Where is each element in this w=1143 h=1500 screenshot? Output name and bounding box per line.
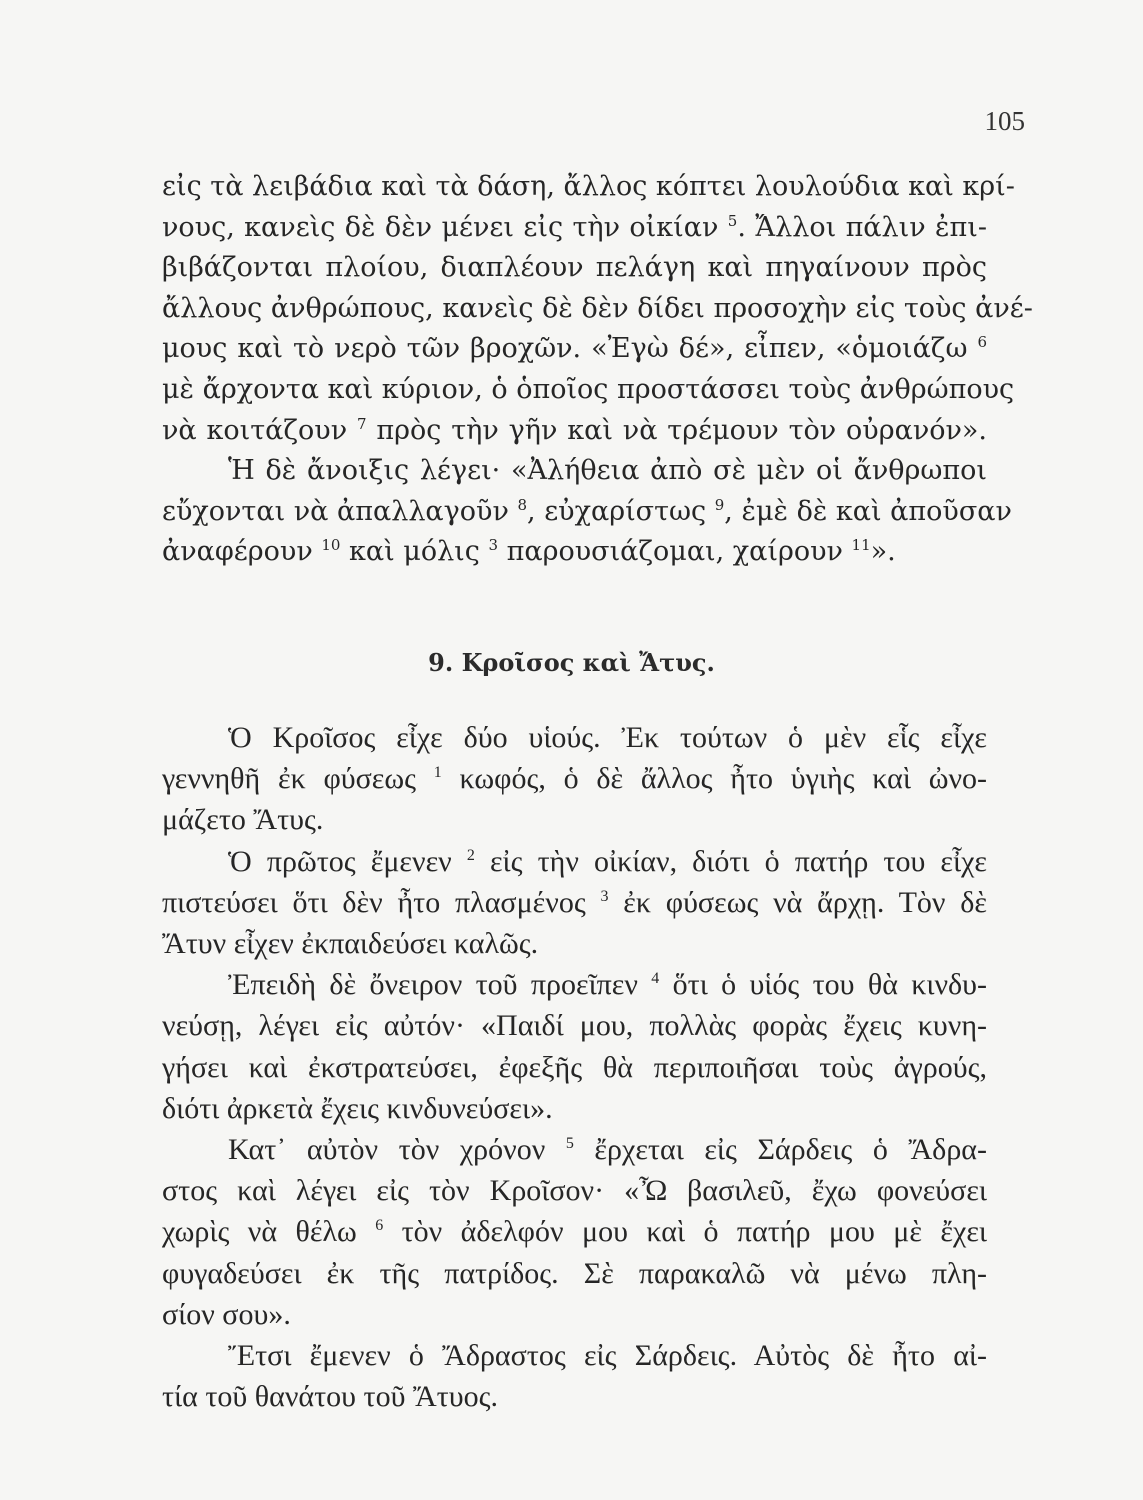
text-line: χωρὶς νὰ θέλω $^6$ τὸν ἀδελφόν μου καὶ ὁ πατήρ μου μὲ ἔχει [162, 1215, 987, 1249]
text-line: διότι ἀρκετὰ ἔχεις κινδυνεύσει». [162, 1091, 553, 1125]
footnote-marker: 3 [600, 887, 609, 905]
text-line: εἰς τὰ λειβάδια καὶ τὰ δάση, ἄλλος κόπτει λουλούδια καὶ κρί- [162, 171, 1015, 202]
text-line: ἀναφέρουν $^{10}$ καὶ μόλις $^3$ παρουσιάζομαι, χαίρουν $^{11}$». [162, 536, 896, 568]
text-line: Ἄτυν εἶχεν ἐκπαιδεύσει καλῶς. [162, 927, 539, 961]
footnote-marker: 9 [714, 495, 725, 514]
passage-one [162, 167, 1033, 573]
passage-two [162, 717, 987, 1417]
text-line: Ἡ δὲ ἄνοιξις λέγει· «Ἀλήθεια ἀπὸ σὲ μὲν οἱ ἄνθρωποι [228, 455, 987, 487]
footnote-marker: 5 [727, 211, 738, 230]
footnote-marker: 5 [565, 1135, 574, 1153]
footnote-marker: 10 [321, 536, 341, 555]
footnote-marker: 8 [517, 495, 528, 514]
text-line: Ὁ πρῶτος ἔμενεν $^2$ εἰς τὴν οἰκίαν, διότι ὁ πατήρ του εἶχε [228, 844, 987, 878]
section-heading: 9. Κροῖσος καὶ Ἄτυς. [428, 648, 715, 677]
text-line: Ὁ Κροῖσος εἶχε δύο υἱούς. Ἐκ τούτων ὁ μὲν εἷς εἶχε [228, 721, 987, 754]
text-line: σίον σου». [162, 1297, 291, 1331]
text-line: στος καὶ λέγει εἰς τὸν Κροῖσον· «Ὦ βασιλεῦ, ἔχω φονεύσει [162, 1174, 987, 1208]
text-line: Ἐπειδὴ δὲ ὄνειρον τοῦ προεῖπεν $^4$ ὅτι ὁ υἱός του θὰ κινδυ- [228, 968, 987, 1002]
footnote-marker: 1 [433, 764, 442, 782]
text-line: εὔχονται νὰ ἀπαλλαγοῦν $^8$, εὐχαρίστως $^9$, ἐμὲ δὲ καὶ ἀποῦσαν [162, 495, 1012, 527]
text-line: νους, κανεὶς δὲ δὲν μένει εἰς τὴν οἰκίαν $^5$. Ἄλλοι πάλιν ἐπι- [162, 211, 987, 243]
footnote-marker: 6 [375, 1217, 384, 1235]
text-line: νεύσῃ, λέγει εἰς αὐτόν· «Παιδί μου, πολλὰς φορὰς ἔχεις κυνη- [162, 1009, 987, 1043]
text-line: μάζετο Ἄτυς. [162, 803, 324, 837]
text-line: γεννηθῆ ἐκ φύσεως $^1$ κωφός, ὁ δὲ ἄλλος ἦτο ὑγιὴς καὶ ὠνο- [162, 762, 988, 796]
text-line: μους καὶ τὸ νερὸ τῶν βροχῶν. «Ἐγὼ δέ», εἶπεν, «ὁμοιάζω $^6$ [162, 333, 987, 365]
footnote-marker: 7 [356, 414, 367, 433]
footnote-marker: 4 [651, 970, 660, 988]
text-line: νὰ κοιτάζουν $^7$ πρὸς τὴν γῆν καὶ νὰ τρέμουν τὸν οὐρανόν». [162, 414, 987, 446]
footnote-marker: 6 [977, 333, 987, 352]
footnote-marker: 11 [851, 536, 871, 555]
text-line: Ἔτσι ἔμενεν ὁ Ἄδραστος εἰς Σάρδεις. Αὐτὸς δὲ ἦτο αἰ- [228, 1339, 987, 1373]
text-line: ἄλλους ἀνθρώπους, κανεὶς δὲ δὲν δίδει προσοχὴν εἰς τοὺς ἀνέ- [162, 292, 1033, 324]
page-number: 105 [984, 106, 1025, 136]
text-line: βιβάζονται πλοίου, διαπλέουν πελάγη καὶ πηγαίνουν πρὸς [162, 252, 987, 284]
text-line: Κατ᾽ αὐτὸν τὸν χρόνον $^5$ ἔρχεται εἰς Σάρδεις ὁ Ἄδρα- [228, 1133, 987, 1167]
text-line: γήσει καὶ ἐκστρατεύσει, ἐφεξῆς θὰ περιποιῆσαι τοὺς ἀγρούς, [162, 1050, 987, 1084]
text-line: μὲ ἄρχοντα καὶ κύριον, ὁ ὁποῖος προστάσσει τοὺς ἀνθρώπους [162, 373, 1015, 405]
text-line: φυγαδεύσει ἐκ τῆς πατρίδος. Σὲ παρακαλῶ νὰ μένω πλη- [162, 1256, 987, 1290]
footnote-marker: 2 [466, 846, 475, 864]
text-line: τία τοῦ θανάτου τοῦ Ἄτυος. [162, 1380, 498, 1414]
footnote-marker: 3 [488, 536, 499, 555]
text-line: πιστεύσει ὅτι δὲν ἦτο πλασμένος $^3$ ἐκ φύσεως νὰ ἄρχῃ. Τὸν δὲ [162, 885, 987, 919]
